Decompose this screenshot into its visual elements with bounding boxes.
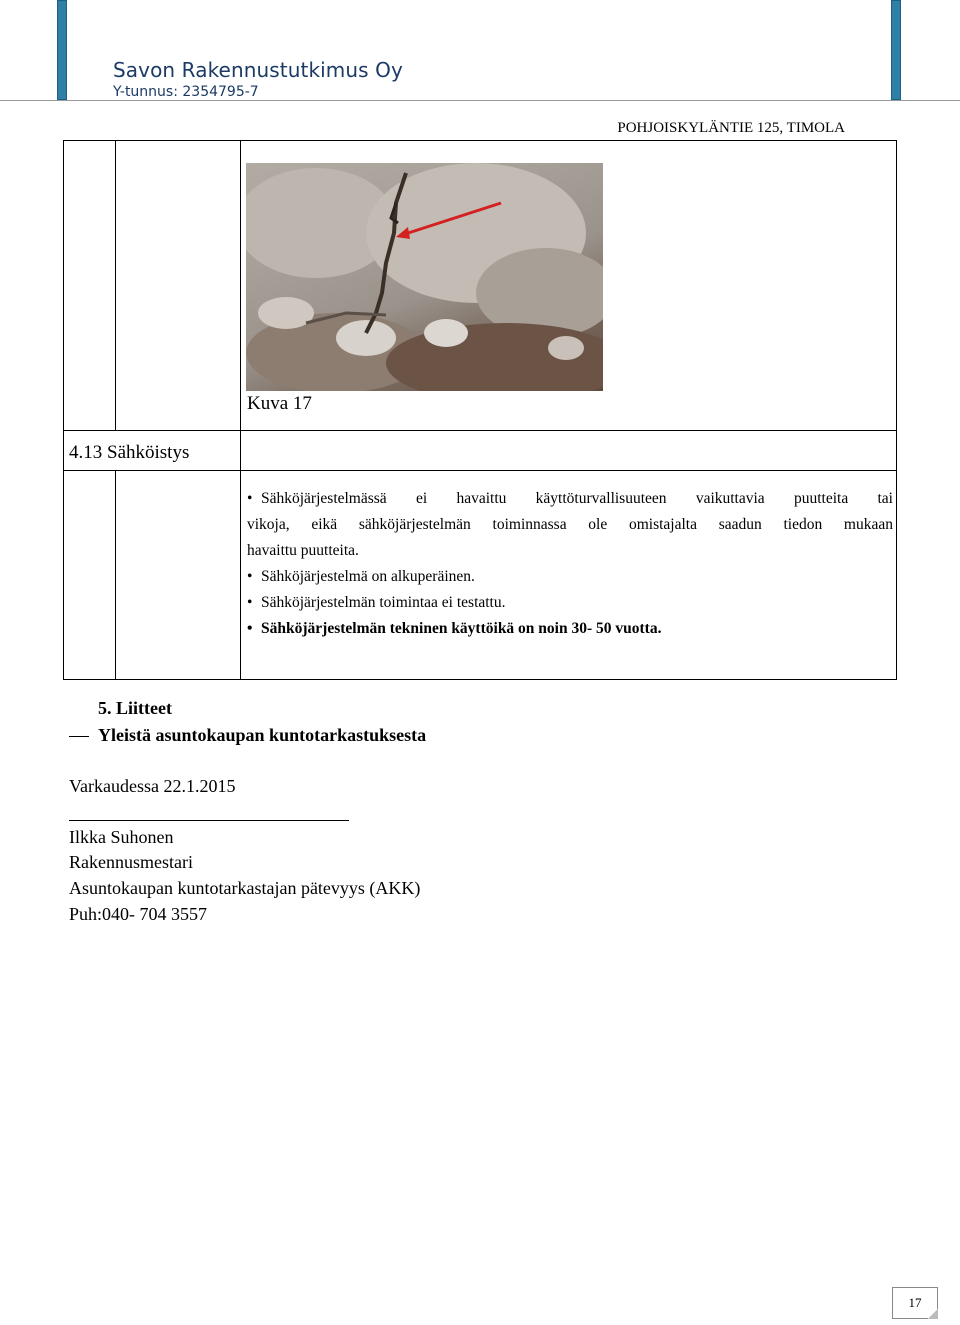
photo-row <box>64 141 896 431</box>
report-table <box>63 140 897 680</box>
page-number: 17 <box>908 1295 922 1310</box>
paragraph-line: havaittu puutteita. <box>247 542 359 559</box>
list-item: • Sähköjärjestelmä on alkuperäinen. <box>247 564 893 590</box>
place-date: Varkaudessa 22.1.2015 <box>69 776 236 796</box>
appendix-heading: 5. Liitteet <box>98 698 172 718</box>
paragraph-line: vikoja, eikä sähköjärjestelmän toiminnassa ole omistajalta saadun tiedon mukaan <box>247 516 893 533</box>
paragraph-line: • Sähköjärjestelmässä ei havaittu käyttöturvallisuuteen vaikuttavia puutteita tai <box>261 490 893 507</box>
signer-phone: Puh:040- 704 3557 <box>69 904 208 924</box>
header-left-bar <box>57 0 67 100</box>
header-rule <box>0 100 960 101</box>
signature-line <box>69 820 349 821</box>
page-fold-icon <box>928 1309 938 1319</box>
list-item: • Sähköjärjestelmän toimintaa ei testattu. <box>247 590 893 616</box>
list-item: • Sähköjärjestelmän tekninen käyttöikä on noin 30- 50 vuotta. <box>247 616 893 642</box>
company-name: Savon Rakennustutkimus Oy <box>113 58 403 82</box>
section-title: 4.13 Sähköistys <box>69 442 190 463</box>
appendix-item <box>69 725 426 746</box>
photo-caption: Kuva 17 <box>247 393 312 414</box>
dash-icon <box>69 736 89 737</box>
signer-qualification: Asuntokaupan kuntotarkastajan pätevyys (AKK) <box>69 878 421 898</box>
signer-title: Rakennusmestari <box>69 852 193 872</box>
crack-photo <box>246 163 603 391</box>
page-number-box <box>892 1287 938 1319</box>
section-content <box>247 486 893 642</box>
appendix-item-label: Yleistä asuntokaupan kuntotarkastuksesta <box>98 725 427 745</box>
header-right-bar <box>891 0 901 100</box>
signer-name: Ilkka Suhonen <box>69 827 174 847</box>
crack-photo-image <box>246 163 603 391</box>
property-address: POHJOISKYLÄNTIE 125, TIMOLA <box>617 120 845 136</box>
business-id: Y-tunnus: 2354795-7 <box>113 84 259 100</box>
section-header-row <box>64 431 896 471</box>
section-content-row <box>64 471 896 679</box>
list-item <box>247 486 893 564</box>
